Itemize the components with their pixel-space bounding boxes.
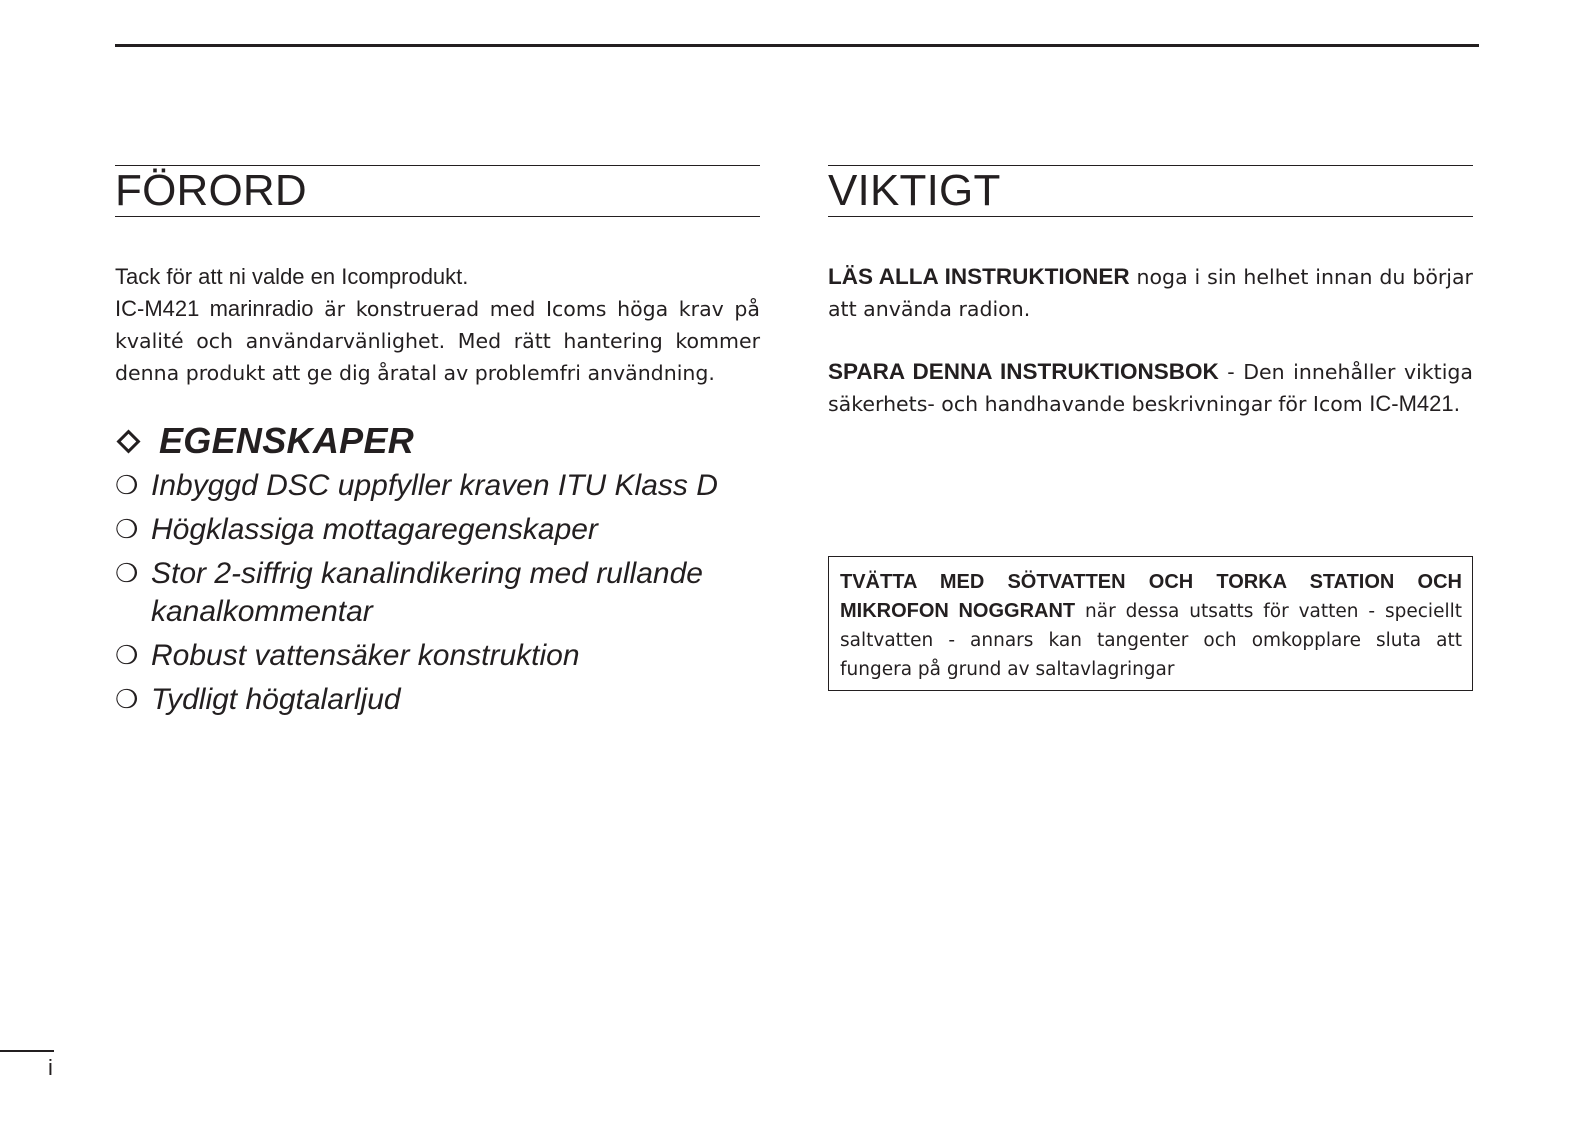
warning-paragraph — [840, 568, 1462, 684]
list-item — [115, 467, 760, 505]
circle-bullet-icon: ❍ — [115, 471, 139, 501]
list-item — [115, 555, 760, 631]
save-manual-block — [828, 356, 1473, 420]
preface-intro-line: Tack för att ni valde en Icomprodukt. — [115, 264, 469, 289]
features-heading — [115, 419, 760, 463]
preface-column — [115, 165, 760, 725]
diamond-icon — [116, 429, 140, 453]
page-number: i — [48, 1055, 53, 1080]
read-instructions-block — [828, 261, 1473, 325]
warning-lead: TVÄTTA MED SÖTVATTEN OCH TORKA STATION OCH MIKROFON NOGGRANT — [840, 571, 1462, 622]
save-manual-model: IC-M421 — [1369, 391, 1454, 416]
top-rule — [115, 44, 1479, 47]
read-instructions-text: noga i sin helhet innan du börjar att använda radion. — [828, 265, 1473, 321]
important-column — [828, 165, 1473, 420]
list-item — [115, 511, 760, 549]
circle-bullet-icon: ❍ — [115, 685, 139, 715]
warning-box — [828, 556, 1473, 691]
preface-intro — [115, 261, 760, 389]
preface-model-name: IC-M421 marinradio — [115, 296, 314, 321]
preface-heading-text: FÖRORD — [115, 166, 307, 215]
feature-label: Inbyggd DSC uppfyller kraven ITU Klass D — [151, 469, 718, 502]
save-manual-paragraph — [828, 356, 1473, 420]
important-heading-text: VIKTIGT — [828, 166, 1001, 215]
preface-paragraph — [115, 293, 760, 389]
list-item — [115, 637, 760, 675]
footer-rule — [0, 1050, 54, 1052]
feature-label: Robust vattensäker konstruktion — [151, 639, 580, 672]
read-instructions-lead: LÄS ALLA INSTRUKTIONER — [828, 264, 1130, 289]
feature-label: Tydligt högtalarljud — [151, 683, 401, 716]
preface-heading — [115, 165, 760, 217]
circle-bullet-icon: ❍ — [115, 641, 139, 671]
warning-text: när dessa utsatts för vatten - speciellt saltvatten - annars kan tangenter och omkopplare sluta att fungera på grund av saltavlagringar — [840, 601, 1462, 680]
read-instructions-paragraph — [828, 261, 1473, 325]
circle-bullet-icon: ❍ — [115, 559, 139, 589]
circle-bullet-icon: ❍ — [115, 515, 139, 545]
important-heading — [828, 165, 1473, 217]
feature-list — [115, 467, 760, 719]
feature-label: Stor 2-siffrig kanalindikering med rullande kanalkommentar — [151, 557, 703, 628]
save-manual-end: . — [1453, 392, 1461, 416]
feature-label: Högklassiga mottagaregenskaper — [151, 513, 598, 546]
save-manual-text: - Den innehåller viktiga säkerhets- och handhavande beskrivningar för Icom — [828, 360, 1473, 416]
preface-paragraph-text: är konstruerad med Icoms höga krav på kvalité och användarvänlighet. Med rätt hantering kommer denna produkt att ge dig åratal av problemfri användning. — [115, 297, 760, 385]
list-item — [115, 681, 760, 719]
features-heading-text: EGENSKAPER — [159, 420, 415, 461]
save-manual-lead: SPARA DENNA INSTRUKTIONSBOK — [828, 359, 1219, 384]
